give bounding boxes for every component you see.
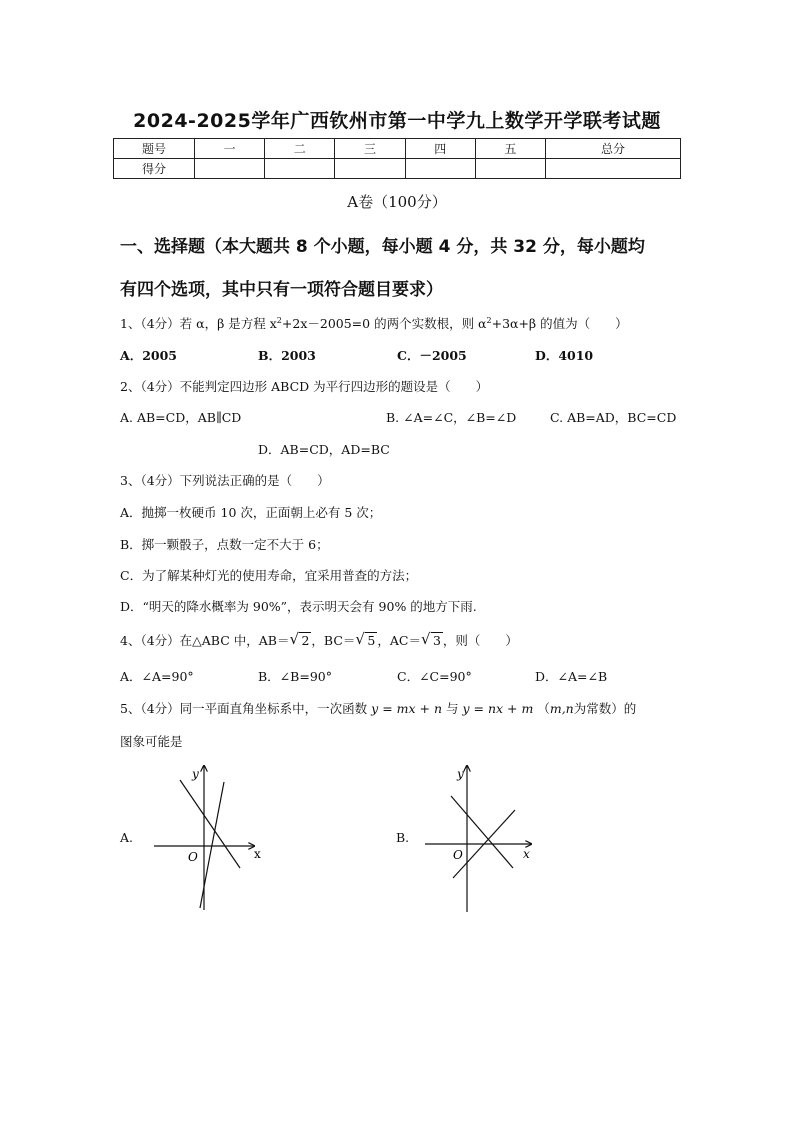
q1-option-c[interactable]: C．－2005	[397, 348, 467, 363]
q5-equation-1: y = mx + n	[371, 701, 443, 716]
sqrt-argument: 3	[432, 633, 441, 648]
q2-option-d[interactable]: D．AB=CD，AD=BC	[258, 442, 390, 457]
score-cell[interactable]	[195, 159, 265, 179]
score-header-cell: 四	[405, 139, 475, 159]
q2-option-a[interactable]: A. AB=CD，AB∥CD	[120, 410, 242, 425]
x-axis-label: x	[254, 847, 261, 861]
q1-stem-part: +3α+β 的值为（ ）	[491, 316, 628, 331]
score-row-label: 得分	[114, 159, 195, 179]
q4-stem-part: ，则（ ）	[442, 633, 518, 648]
sqrt-symbol: √ 5	[355, 630, 376, 648]
score-header-cell: 二	[265, 139, 335, 159]
y-axis-label: y	[192, 767, 199, 781]
score-cell[interactable]	[335, 159, 405, 179]
q1-stem-part: +2x－2005=0 的两个实数根，则 α	[281, 316, 487, 331]
x-axis-label: x	[523, 847, 530, 861]
q4-option-a[interactable]: A．∠A=90°	[120, 669, 194, 684]
score-table-header-row	[114, 139, 681, 159]
q4-option-b[interactable]: B．∠B=90°	[258, 669, 332, 684]
part1-heading-line2: 有四个选项，其中只有一项符合题目要求）	[120, 280, 443, 300]
sqrt-argument: 5	[367, 633, 376, 648]
score-table	[113, 138, 681, 179]
score-header-cell: 五	[475, 139, 545, 159]
q4-option-d[interactable]: D．∠A=∠B	[535, 669, 608, 684]
q4-stem-part: ，BC＝	[311, 633, 356, 648]
q3-option-c[interactable]: C．为了解某种灯光的使用寿命，宜采用普查的方法；	[120, 568, 418, 583]
score-header-cell: 总分	[546, 139, 681, 159]
q5-equation-2: y = nx + m	[462, 701, 534, 716]
q5-graph-b	[415, 760, 545, 920]
page-title: 2024-2025学年广西钦州市第一中学九上数学开学联考试题	[133, 110, 661, 132]
q4-stem-part: ，AC＝	[377, 633, 421, 648]
q5-stem-part: （	[537, 701, 550, 716]
origin-label: O	[453, 848, 463, 862]
part1-heading-line1: 一、选择题（本大题共 8 个小题，每小题 4 分，共 32 分，每小题均	[120, 237, 645, 257]
origin-label: O	[188, 850, 198, 864]
q1-superscript: 2	[486, 315, 492, 325]
sqrt-argument: 2	[301, 633, 310, 648]
q1-stem-part: 1、（4分）若 α，β 是方程 x	[120, 316, 277, 331]
q5-stem-part: 为常数）的	[573, 701, 637, 716]
q3-option-a[interactable]: A．抛掷一枚硬币 10 次，正面朝上必有 5 次；	[120, 505, 382, 520]
score-header-cell: 题号	[114, 139, 195, 159]
q2-option-c[interactable]: C. AB=AD，BC=CD	[550, 410, 677, 425]
q1-option-b[interactable]: B．2003	[258, 348, 316, 363]
score-cell[interactable]	[405, 159, 475, 179]
question-3-stem: 3、（4分）下列说法正确的是（ ）	[120, 473, 330, 488]
q5-stem-part: 5、（4分）同一平面直角坐标系中，一次函数	[120, 701, 368, 716]
q5-stem-part: 与	[446, 701, 459, 716]
score-cell[interactable]	[265, 159, 335, 179]
question-1-stem	[120, 314, 628, 332]
question-5-stem	[120, 699, 636, 717]
q3-option-d[interactable]: D．“明天的降水概率为 90%”，表示明天会有 90% 的地方下雨.	[120, 599, 477, 614]
question-4-stem	[120, 631, 518, 649]
score-header-cell: 三	[335, 139, 405, 159]
q3-option-b[interactable]: B．掷一颗骰子，点数一定不大于 6；	[120, 537, 329, 552]
q5-graph-a	[140, 760, 270, 920]
q1-superscript: 2	[276, 315, 282, 325]
q5-option-b[interactable]: B.	[396, 830, 410, 845]
score-header-cell: 一	[195, 139, 265, 159]
section-a-title: A卷（100分）	[347, 193, 447, 211]
q4-option-c[interactable]: C．∠C=90°	[397, 669, 472, 684]
q4-stem-part: 4、（4分）在△ABC 中，AB＝	[120, 633, 290, 648]
q5-params: m,n	[549, 701, 574, 716]
q1-option-d[interactable]: D．4010	[535, 348, 594, 363]
score-table-score-row	[114, 159, 681, 179]
q1-option-a[interactable]: A．2005	[120, 348, 177, 363]
score-cell[interactable]	[546, 159, 681, 179]
q2-option-b[interactable]: B. ∠A=∠C，∠B=∠D	[386, 410, 517, 425]
question-2-stem: 2、（4分）不能判定四边形 ABCD 为平行四边形的题设是（ ）	[120, 379, 489, 394]
sqrt-symbol: √ 2	[289, 630, 310, 648]
score-cell[interactable]	[475, 159, 545, 179]
sqrt-symbol: √ 3	[420, 630, 441, 648]
y-axis-label: y	[457, 767, 464, 781]
question-5-stem-line2: 图象可能是	[120, 734, 183, 749]
q5-option-a[interactable]: A.	[120, 830, 134, 845]
